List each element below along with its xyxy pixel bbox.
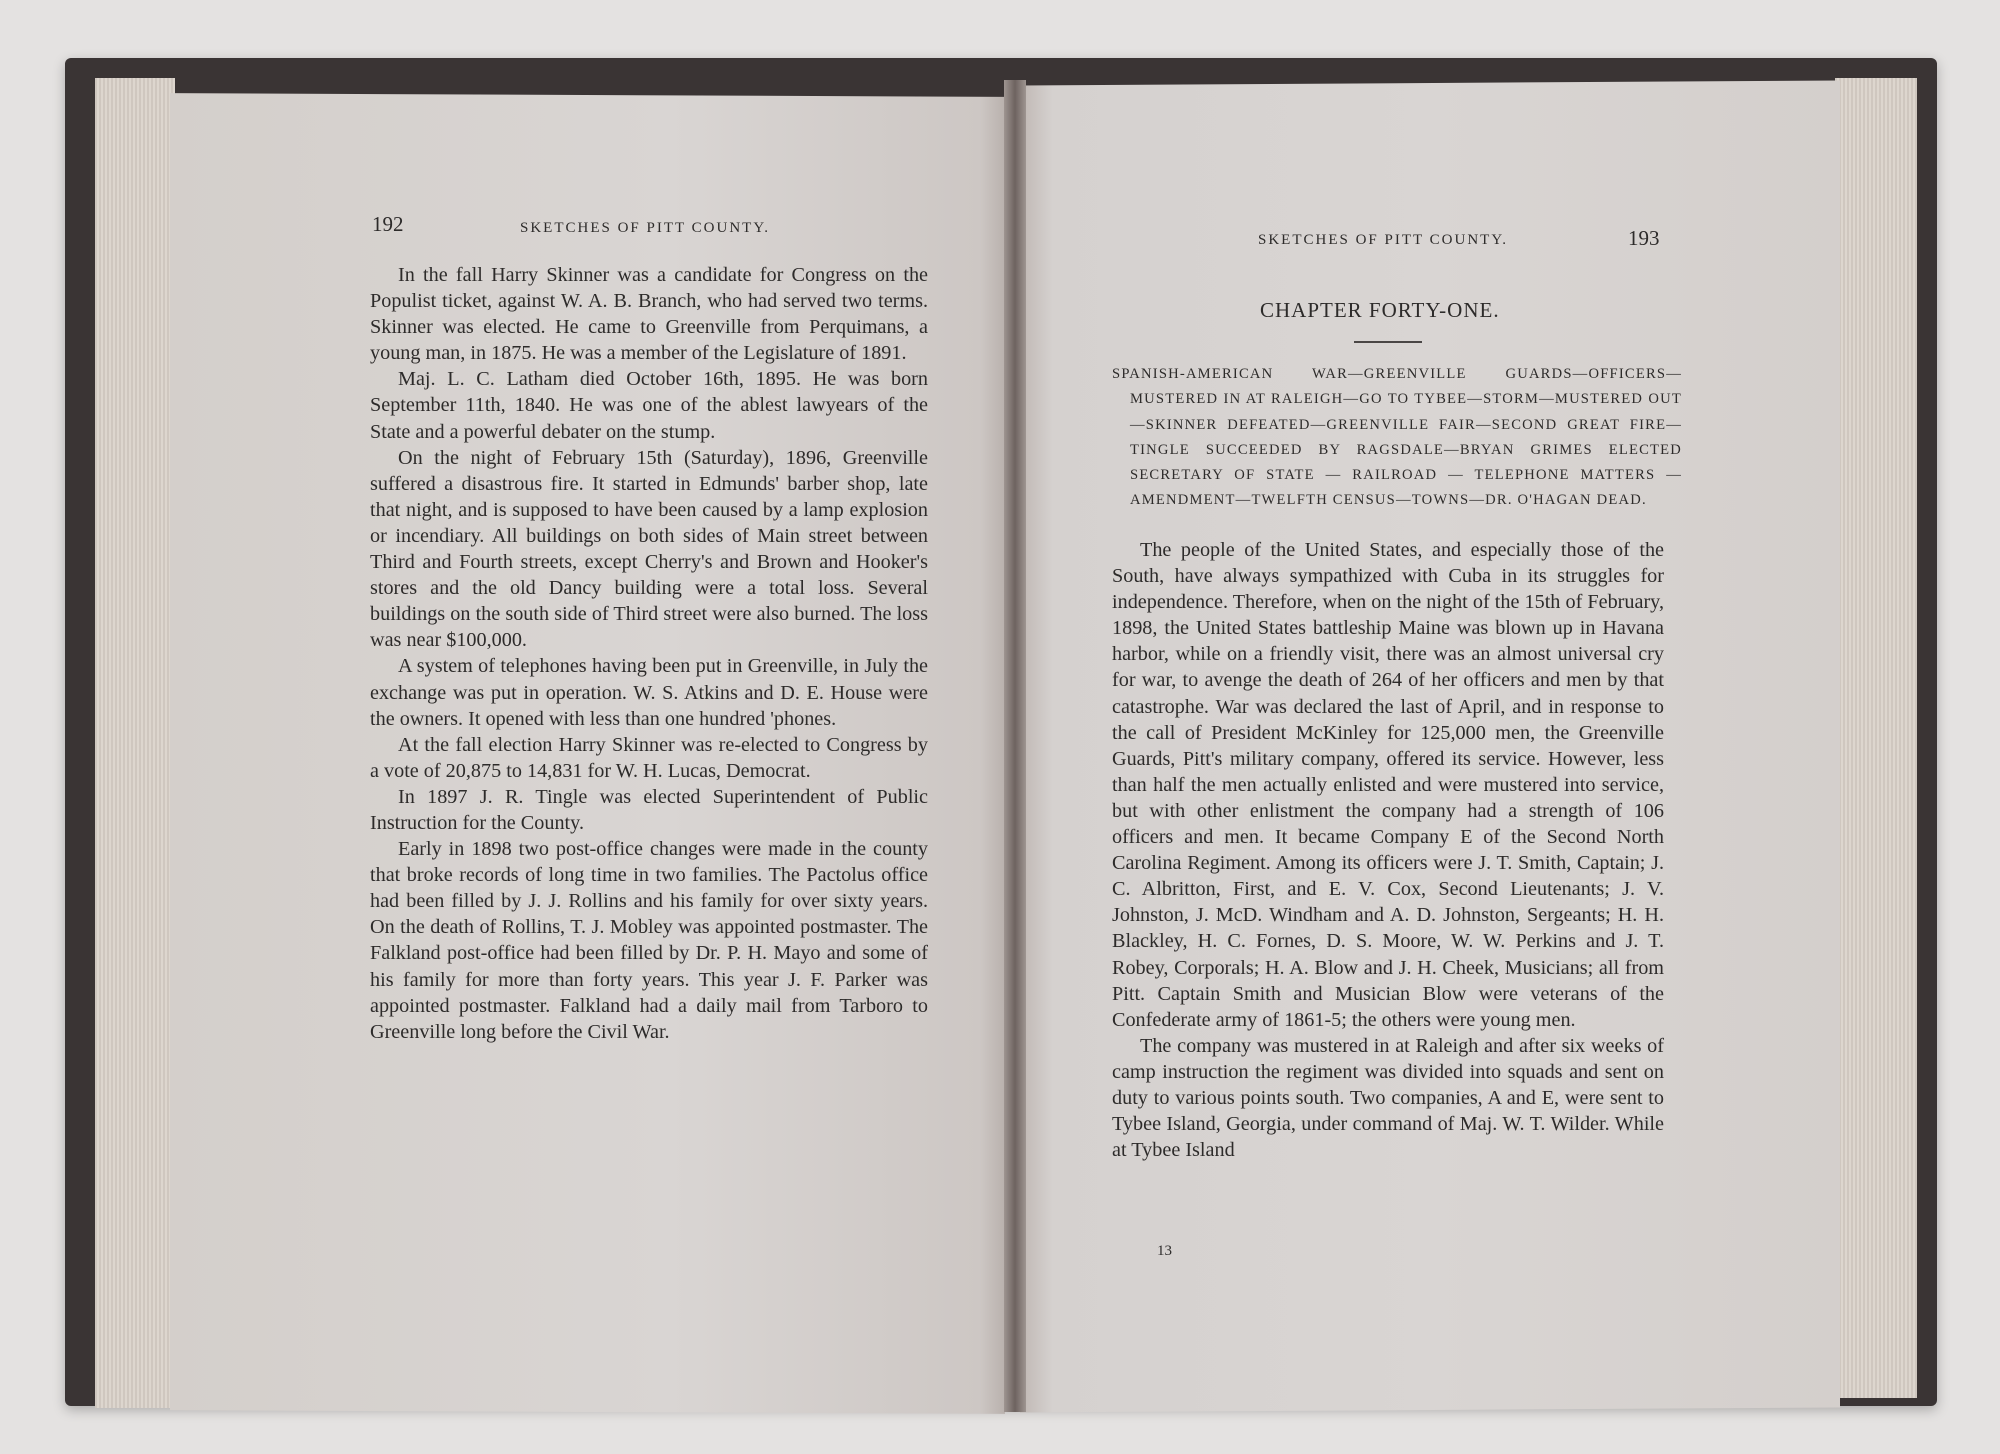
left-paragraph: On the night of February 15th (Saturday), 1896, Greenville suffered a disastrous fire. It started in Edmunds' barber shop, late that night, and is supposed to have been caused by a lamp explosion or incendiary. All buildings on both sides of Main street between Third and Fourth streets, except Cherry's and Brown and Hooker's stores and the old Dancy building were a total loss. Several buildings on the south side of Third street were also burned. The loss was near $100,000. (370, 446, 928, 652)
left-paragraph: In 1897 J. R. Tingle was elected Superintendent of Public Instruction for the County. (370, 785, 928, 834)
right-paragraph: The company was mustered in at Raleigh and after six weeks of camp instruction the regiment was divided into squads and sent on duty to various points south. Two companies, A and E, were sent to Tybee Island, Georgia, under command of Maj. W. T. Wilder. While at Tybee Island (1112, 1034, 1664, 1162)
right-page-number: 193 (1628, 226, 1660, 250)
left-paragraph: A system of telephones having been put in Greenville, in July the exchange was put in operation. W. S. Atkins and D. E. House were the owners. It opened with less than one hundred 'phones. (370, 655, 928, 730)
right-paragraph: The people of the United States, and especially those of the South, have always sympathized with Cuba in its struggles for independence. Therefore, when on the night of the 15th of February, 1898, the United States battleship Maine was blown up in Havana harbor, while on a friendly visit, there was an almost universal cry for war, to avenge the death of 264 of her officers and men by that catastrophe. War was declared the last of April, and in response to the call of President McKinley for 125,000 men, the Greenville Guards, Pitt's military company, offered its service. However, less than half the men actually enlisted and were mustered into service, but with other enlistment the company had a strength of 106 officers and men. It became Company E of the Second North Carolina Regiment. Among its officers were J. T. Smith, Captain; J. C. Albritton, First, and E. V. Cox, Second Lieutenants; J. V. Johnston, J. McD. Windham and A. D. Johnston, Sergeants; H. H. Blackley, H. C. Fornes, D. S. Moore, W. W. Perkins and J. T. Robey, Corporals; H. A. Blow and J. H. Cheek, Musicians; all from Pitt. Captain Smith and Musician Blow were veterans of the Confederate army of 1861-5; the others were young men. (1112, 539, 1664, 1031)
left-page-edges (95, 78, 175, 1408)
chapter-title: CHAPTER FORTY-ONE. (1260, 298, 1500, 322)
book-gutter (1004, 80, 1026, 1412)
left-paragraph: Maj. L. C. Latham died October 16th, 1895. He was born September 11th, 1840. He was one of the ablest lawyears of the State and a powerful debater on the stump. (370, 368, 928, 443)
left-page-number: 192 (372, 212, 404, 236)
left-page-body (370, 262, 928, 1045)
signature-mark: 13 (1157, 1243, 1172, 1259)
left-paragraph: In the fall Harry Skinner was a candidate for Congress on the Populist ticket, against W. A. B. Branch, who had served two terms. Skinner was elected. He came to Greenville from Perquimans, a young man, in 1875. He was a member of the Legislature of 1891. (370, 264, 928, 365)
chapter-rule (1354, 341, 1422, 343)
left-running-head: SKETCHES OF PITT COUNTY. (520, 220, 770, 236)
right-running-head: SKETCHES OF PITT COUNTY. (1258, 232, 1508, 248)
right-page-body (1112, 537, 1664, 1163)
right-page-edges (1835, 78, 1917, 1398)
left-paragraph: Early in 1898 two post-office changes were made in the county that broke records of long time in two families. The Pactolus office had been filled by J. J. Rollins and his family for over sixty years. On the death of Rollins, T. J. Mobley was appointed postmaster. The Falkland post-office had been filled by Dr. P. H. Mayo and some of his family for more than forty years. This year J. F. Parker was appointed postmaster. Falkland had a daily mail from Tarboro to Greenville long before the Civil War. (370, 838, 928, 1043)
left-paragraph: At the fall election Harry Skinner was re-elected to Congress by a vote of 20,875 to 14,831 for W. H. Lucas, Democrat. (370, 733, 928, 782)
chapter-summary: SPANISH-AMERICAN WAR—GREENVILLE GUARDS—OFFICERS—MUSTERED IN AT RALEIGH—GO TO TYBEE—STORM—MUSTERED OUT—SKINNER DEFEATED—GREENVILLE FAIR—SECOND GREAT FIRE—TINGLE SUCCEEDED BY RAGSDALE—BRYAN GRIMES ELECTED SECRETARY OF STATE — RAILROAD — TELEPHONE MATTERS — AMENDMENT—TWELFTH CENSUS—TOWNS—DR. O'HAGAN DEAD. (1112, 366, 1682, 509)
